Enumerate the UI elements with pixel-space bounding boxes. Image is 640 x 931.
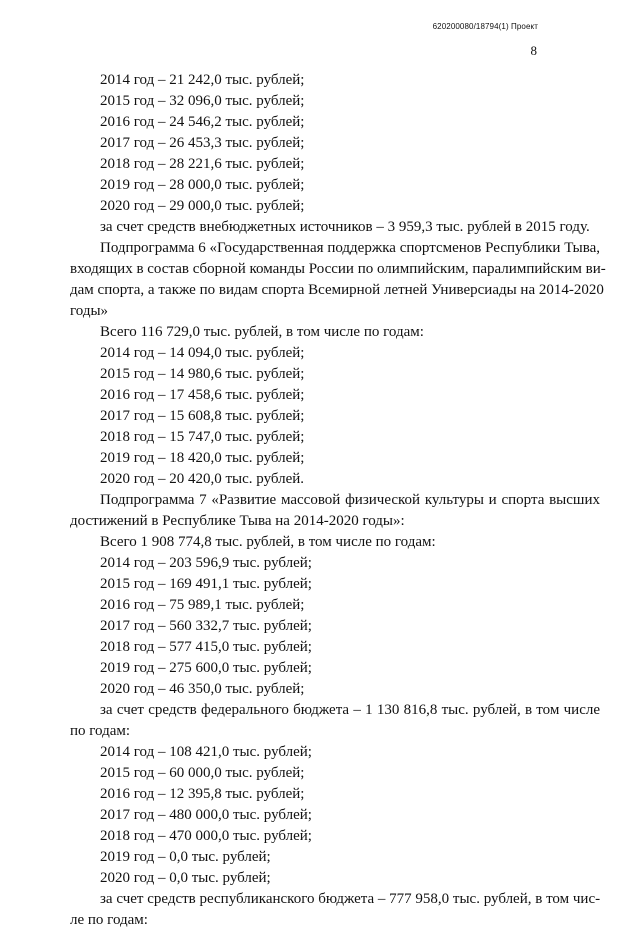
year-line-2016: 2016 год – 17 458,6 тыс. рублей; (100, 387, 305, 403)
year-line-2016: 2016 год – 24 546,2 тыс. рублей; (100, 114, 305, 130)
year-line-2019: 2019 год – 275 600,0 тыс. рублей; (100, 660, 312, 676)
year-line-2016: 2016 год – 12 395,8 тыс. рублей; (100, 786, 305, 802)
subprogram-7-total: Всего 1 908 774,8 тыс. рублей, в том числе по годам: (100, 534, 436, 550)
subprogram-7-title-line-1: Подпрограмма 7 «Развитие массовой физической культуры и спорта высших (100, 492, 600, 508)
year-line-2015: 2015 год – 60 000,0 тыс. рублей; (100, 765, 305, 781)
year-line-2015: 2015 год – 14 980,6 тыс. рублей; (100, 366, 305, 382)
year-line-2019: 2019 год – 18 420,0 тыс. рублей; (100, 450, 305, 466)
year-line-2018: 2018 год – 28 221,6 тыс. рублей; (100, 156, 305, 172)
year-line-2019: 2019 год – 0,0 тыс. рублей; (100, 849, 271, 865)
year-line-2016: 2016 год – 75 989,1 тыс. рублей; (100, 597, 305, 613)
subprogram-6-title-line-1: Подпрограмма 6 «Государственная поддержка спортсменов Республики Тыва, (100, 240, 600, 256)
federal-budget-line-1: за счет средств федерального бюджета – 1 130 816,8 тыс. рублей, в том числе (100, 702, 600, 718)
year-line-2019: 2019 год – 28 000,0 тыс. рублей; (100, 177, 305, 193)
year-line-2018: 2018 год – 470 000,0 тыс. рублей; (100, 828, 312, 844)
year-line-2018: 2018 год – 577 415,0 тыс. рублей; (100, 639, 312, 655)
year-line-2018: 2018 год – 15 747,0 тыс. рублей; (100, 429, 305, 445)
federal-budget-line-2: по годам: (70, 723, 131, 739)
year-line-2017: 2017 год – 560 332,7 тыс. рублей; (100, 618, 312, 634)
year-line-2014: 2014 год – 21 242,0 тыс. рублей; (100, 72, 305, 88)
year-line-2014: 2014 год – 203 596,9 тыс. рублей; (100, 555, 312, 571)
extrabudgetary-funds-line: за счет средств внебюджетных источников – 3 959,3 тыс. рублей в 2015 году. (100, 219, 590, 235)
page-number: 8 (530, 43, 537, 58)
year-line-2017: 2017 год – 480 000,0 тыс. рублей; (100, 807, 312, 823)
republican-budget-line-1: за счет средств республиканского бюджета – 777 958,0 тыс. рублей, в том чис- (100, 891, 601, 907)
subprogram-6-title-line-2: входящих в состав сборной команды России по олимпийским, паралимпийским ви- (70, 261, 606, 277)
year-line-2020: 2020 год – 29 000,0 тыс. рублей; (100, 198, 305, 214)
subprogram-6-title-line-3: дам спорта, а также по видам спорта Всемирной летней Универсиады на 2014-2020 (70, 282, 604, 298)
year-line-2015: 2015 год – 32 096,0 тыс. рублей; (100, 93, 305, 109)
subprogram-6-title-line-4: годы» (70, 303, 109, 319)
year-line-2020: 2020 год – 0,0 тыс. рублей; (100, 870, 271, 886)
year-line-2014: 2014 год – 14 094,0 тыс. рублей; (100, 345, 305, 361)
year-line-2014: 2014 год – 108 421,0 тыс. рублей; (100, 744, 312, 760)
republican-budget-line-2: ле по годам: (70, 912, 148, 928)
subprogram-7-title-line-2: достижений в Республике Тыва на 2014-2020 годы»: (70, 513, 405, 529)
subprogram-6-total: Всего 116 729,0 тыс. рублей, в том числе по годам: (100, 324, 424, 340)
document-body (70, 70, 606, 931)
year-line-2015: 2015 год – 169 491,1 тыс. рублей; (100, 576, 312, 592)
document-id: 620200080/18794(1) Проект (432, 22, 538, 31)
year-line-2017: 2017 год – 15 608,8 тыс. рублей; (100, 408, 305, 424)
year-line-2020: 2020 год – 20 420,0 тыс. рублей. (100, 471, 305, 487)
year-line-2020: 2020 год – 46 350,0 тыс. рублей; (100, 681, 305, 697)
year-line-2017: 2017 год – 26 453,3 тыс. рублей; (100, 135, 305, 151)
